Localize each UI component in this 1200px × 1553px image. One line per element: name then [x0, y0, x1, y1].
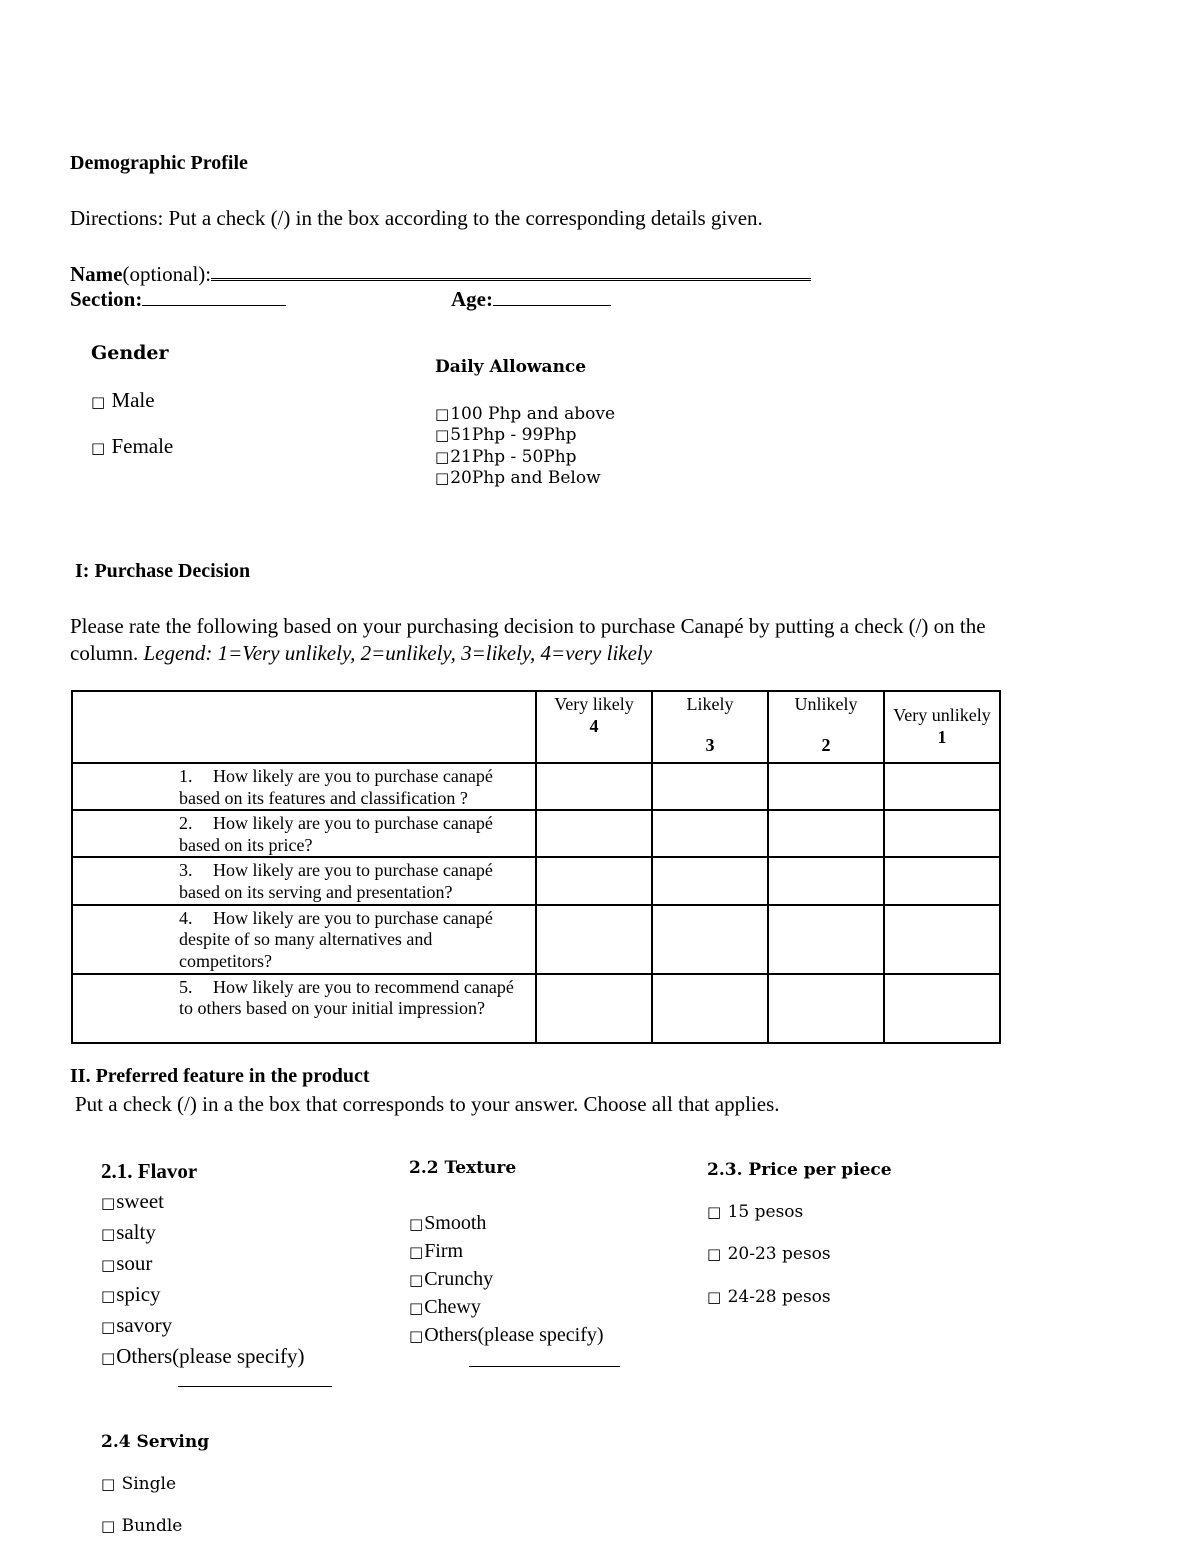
column-value: 4 [589, 715, 599, 736]
name-row [70, 260, 811, 287]
flavor-option[interactable] [101, 1187, 305, 1218]
name-field[interactable] [211, 260, 811, 281]
price-option[interactable] [707, 1202, 803, 1222]
checkbox-icon[interactable]: □ [435, 426, 450, 445]
texture-title: 2.2 Texture [409, 1158, 517, 1178]
demographic-title: Demographic Profile [70, 152, 248, 174]
flavor-option[interactable] [101, 1218, 305, 1249]
checkbox-icon[interactable]: □ [707, 1288, 722, 1306]
texture-option[interactable] [409, 1294, 604, 1322]
allowance-option[interactable] [435, 425, 615, 446]
checkbox-icon[interactable]: □ [91, 439, 106, 457]
texture-option[interactable] [409, 1322, 604, 1350]
age-label: Age: [451, 287, 493, 311]
texture-specify-field[interactable] [469, 1366, 620, 1367]
flavor-title: 2.1. Flavor [101, 1159, 198, 1183]
option-label: Female [111, 434, 174, 458]
checkbox-icon[interactable]: □ [101, 1349, 116, 1367]
question-cell [72, 857, 536, 904]
rating-cell-3[interactable] [652, 763, 768, 810]
option-label: 20-23 pesos [727, 1244, 831, 1264]
serving-title: 2.4 Serving [101, 1432, 210, 1452]
texture-options [409, 1210, 604, 1350]
rating-cell-4[interactable] [536, 905, 652, 974]
name-label: Name [70, 262, 123, 286]
question-cell [72, 905, 536, 974]
column-value: 2 [821, 734, 831, 755]
option-label: Others(please specify) [116, 1344, 305, 1368]
price-title: 2.3. Price per piece [707, 1160, 892, 1180]
question-number: 5. [179, 976, 193, 997]
question-text: How likely are you to purchase canapé based on its features and classification ? [179, 766, 493, 808]
directions-text: Directions: Put a check (/) in the box according to the corresponding details given. [70, 206, 763, 230]
texture-option[interactable] [409, 1210, 604, 1238]
column-label: Very unlikely [893, 705, 991, 726]
purchase-title: I: Purchase Decision [75, 560, 251, 582]
question-text: How likely are you to purchase canapé based on its price? [179, 813, 493, 855]
column-value: 3 [705, 734, 715, 755]
allowance-option[interactable] [435, 404, 615, 425]
option-label: Bundle [121, 1516, 183, 1536]
option-label: Male [111, 388, 155, 412]
rating-cell-4[interactable] [536, 974, 652, 1043]
checkbox-icon[interactable]: □ [101, 1256, 116, 1274]
age-row [451, 287, 611, 312]
checkbox-icon[interactable]: □ [409, 1327, 424, 1345]
question-cell [72, 763, 536, 810]
column-value: 1 [937, 727, 947, 747]
option-label: Smooth [424, 1212, 487, 1234]
option-label: Crunchy [424, 1268, 494, 1290]
checkbox-icon[interactable]: □ [707, 1203, 722, 1221]
checkbox-icon[interactable]: □ [101, 1194, 116, 1212]
checkbox-icon[interactable]: □ [101, 1225, 116, 1243]
rating-cell-3[interactable] [652, 905, 768, 974]
checkbox-icon[interactable]: □ [101, 1318, 116, 1336]
checkbox-icon[interactable]: □ [435, 447, 450, 466]
table-row [72, 763, 1000, 810]
question-cell [72, 810, 536, 857]
question-text: How likely are you to purchase canapé despite of so many alternatives and competitors? [179, 907, 493, 971]
rating-cell-1[interactable] [884, 857, 1000, 904]
gender-title: Gender [91, 342, 169, 364]
checkbox-icon[interactable]: □ [435, 468, 450, 487]
column-label: Unlikely [794, 694, 858, 714]
checkbox-icon[interactable]: □ [409, 1299, 424, 1317]
purchase-instructions-2 [70, 641, 652, 666]
flavor-options [101, 1187, 305, 1373]
checkbox-icon[interactable]: □ [409, 1243, 424, 1261]
section-row [70, 287, 286, 312]
rating-cell-1[interactable] [884, 905, 1000, 974]
checkbox-icon[interactable]: □ [435, 405, 450, 423]
table-row [72, 857, 1000, 904]
flavor-specify-field[interactable] [178, 1386, 332, 1387]
rating-cell-2[interactable] [768, 810, 884, 857]
texture-option[interactable] [409, 1266, 604, 1294]
texture-option[interactable] [409, 1238, 604, 1266]
rating-table [71, 690, 1001, 1044]
flavor-option[interactable] [101, 1342, 305, 1373]
column-header-unlikely [768, 691, 884, 763]
rating-cell-2[interactable] [768, 857, 884, 904]
option-label: Single [121, 1474, 177, 1494]
name-optional: (optional): [122, 262, 212, 286]
age-field[interactable] [493, 287, 611, 306]
serving-option[interactable] [101, 1474, 176, 1494]
column-label: Very likely [554, 694, 634, 714]
rating-cell-2[interactable] [768, 905, 884, 974]
price-option[interactable] [707, 1244, 831, 1264]
checkbox-icon[interactable]: □ [409, 1271, 424, 1289]
option-label: spicy [116, 1282, 161, 1306]
table-header-row [72, 691, 1000, 763]
features-instructions: Put a check (/) in a the box that corresponds to your answer. Choose all that applies. [75, 1092, 780, 1116]
rating-cell-2[interactable] [768, 974, 884, 1043]
rating-cell-3[interactable] [652, 974, 768, 1043]
serving-option[interactable] [101, 1516, 182, 1536]
option-label: 15 pesos [727, 1202, 804, 1222]
checkbox-icon[interactable]: □ [707, 1245, 722, 1263]
option-label: Chewy [424, 1296, 481, 1318]
question-number: 4. [179, 907, 193, 928]
rating-cell-4[interactable] [536, 857, 652, 904]
table-row [72, 905, 1000, 974]
checkbox-icon[interactable]: □ [101, 1475, 116, 1493]
allowance-option[interactable] [435, 468, 615, 489]
column-header-very-likely [536, 691, 652, 763]
price-option[interactable] [707, 1287, 831, 1307]
checkbox-icon[interactable]: □ [101, 1517, 116, 1535]
rating-cell-3[interactable] [652, 857, 768, 904]
rating-cell-4[interactable] [536, 810, 652, 857]
instructions-text: column. [70, 641, 139, 665]
question-text: How likely are you to purchase canapé based on its serving and presentation? [179, 860, 493, 902]
column-header-very-unlikely [884, 691, 1000, 763]
checkbox-icon[interactable]: □ [101, 1287, 116, 1305]
section-label: Section: [70, 287, 143, 311]
option-label: salty [116, 1220, 156, 1244]
column-header-likely [652, 691, 768, 763]
flavor-option[interactable] [101, 1311, 305, 1342]
question-number: 3. [179, 860, 193, 881]
question-number: 1. [179, 766, 193, 786]
rating-cell-2[interactable] [768, 763, 884, 810]
option-label: 24-28 pesos [727, 1287, 831, 1307]
option-label: 100 Php and above [450, 404, 615, 424]
option-label: savory [116, 1313, 173, 1337]
rating-cell-4[interactable] [536, 763, 652, 810]
header-blank-cell [72, 691, 536, 763]
gender-option-male[interactable] [91, 388, 155, 413]
allowance-title: Daily Allowance [435, 357, 587, 377]
option-label: Others(please specify) [424, 1324, 604, 1346]
question-text: How likely are you to recommend canapé to others based on your initial impression? [179, 976, 514, 1019]
option-label: 21Php - 50Php [450, 446, 577, 467]
option-label: 51Php - 99Php [450, 425, 577, 446]
question-cell [72, 974, 536, 1043]
checkbox-icon[interactable]: □ [409, 1215, 424, 1233]
flavor-option[interactable] [101, 1249, 305, 1280]
table-row [72, 974, 1000, 1043]
legend-text: Legend: 1=Very unlikely, 2=unlikely, 3=likely, 4=very likely [143, 641, 653, 665]
flavor-option[interactable] [101, 1280, 305, 1311]
gender-option-female[interactable] [91, 434, 173, 459]
option-label: Firm [424, 1240, 464, 1262]
question-number: 2. [179, 813, 193, 834]
purchase-instructions: Please rate the following based on your purchasing decision to purchase Canapé by putting a check (/) on the [70, 614, 986, 638]
checkbox-icon[interactable]: □ [91, 393, 106, 411]
rating-cell-1[interactable] [884, 974, 1000, 1043]
column-label: Likely [686, 694, 734, 714]
option-label: sour [116, 1251, 153, 1275]
rating-cell-1[interactable] [884, 810, 1000, 857]
option-label: sweet [116, 1189, 165, 1213]
rating-cell-3[interactable] [652, 810, 768, 857]
rating-cell-1[interactable] [884, 763, 1000, 810]
allowance-options [435, 404, 615, 489]
allowance-option[interactable] [435, 447, 615, 468]
section-field[interactable] [142, 287, 286, 306]
option-label: 20Php and Below [450, 467, 601, 488]
table-row [72, 810, 1000, 857]
features-title: II. Preferred feature in the product [70, 1065, 370, 1087]
